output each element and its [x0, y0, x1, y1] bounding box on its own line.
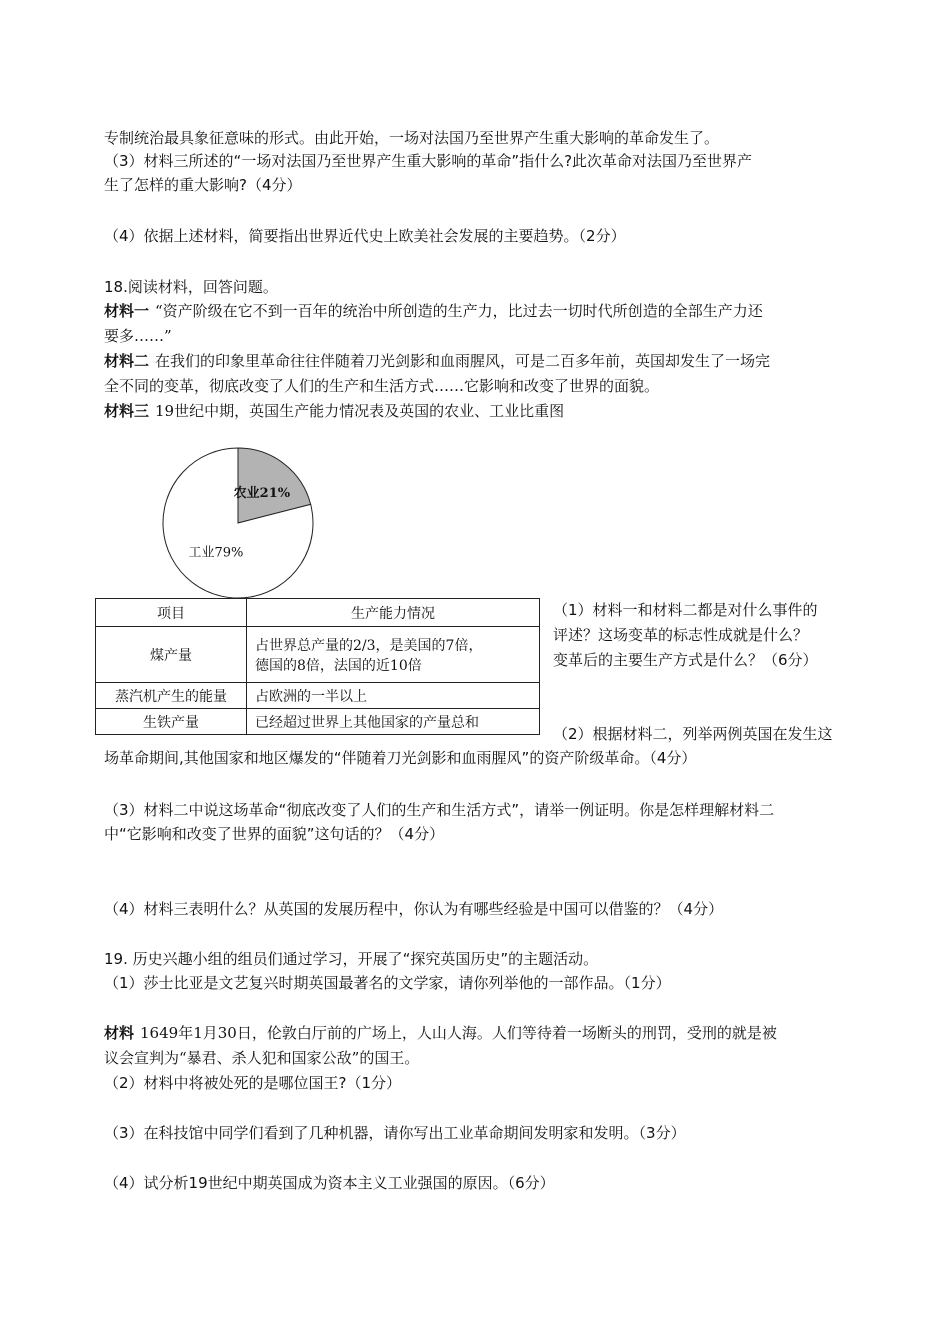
table-cell-item: 煤产量	[96, 627, 247, 683]
table-header-capacity: 生产能力情况	[247, 599, 540, 627]
q19-question-3: （3）在科技馆中同学们看到了几种机器，请你写出工业革命期间发明家和发明。（3分）	[104, 1124, 686, 1142]
table-cell-capacity: 已经超过世界上其他国家的产量总和	[247, 709, 540, 735]
table-header-item: 项目	[96, 599, 247, 627]
material-1-label: 材料一	[104, 302, 150, 320]
table-cell-capacity: 占欧洲的一半以上	[247, 683, 540, 709]
q19-material-text: 1649年1月30日，伦敦白厅前的广场上，人山人海。人们等待着一场断头的刑罚，受刑的就是被	[140, 1024, 777, 1042]
q18-title: 18.阅读材料，回答问题。	[104, 278, 278, 296]
q18-question-3-line1: （3）材料二中说这场革命“彻底改变了人们的生产和生活方式”，请举一例证明。你是怎样理解材料二	[104, 801, 775, 819]
table-row	[96, 627, 540, 683]
material-2-label: 材料二	[104, 352, 150, 370]
material-3-line	[104, 400, 564, 422]
pie-label-0: 农业21%	[233, 486, 291, 502]
material-3-label: 材料三	[104, 402, 150, 420]
q18-question-1-line: 变革后的主要生产方式是什么？（6分）	[553, 651, 818, 669]
material-2-line2: 全不同的变革，彻底改变了人们的生产和生活方式……它影响和改变了世界的面貌。	[104, 377, 660, 395]
material-2-text: 在我们的印象里革命往往伴随着刀光剑影和血雨腥风，可是二百多年前，英国却发生了一场完	[155, 352, 771, 370]
table-row	[96, 709, 540, 735]
q18-question-4: （4）材料三表明什么？从英国的发展历程中，你认为有哪些经验是中国可以借鉴的？（4分）	[104, 900, 724, 918]
production-table	[95, 598, 540, 735]
q18-question-2-line1: （2）根据材料二，列举两例英国在发生这	[553, 725, 833, 743]
table-row	[96, 683, 540, 709]
table-cell-line: 占世界总产量的2/3，是美国的7倍，	[255, 637, 483, 654]
pie-label-1: 工业79%	[188, 545, 244, 561]
q19-material-line2: 议会宣判为“暴君、杀人犯和国家公敌”的国王。	[104, 1049, 420, 1067]
q18-question-3-line2: 中“它影响和改变了世界的面貌”这句话的？（4分）	[104, 825, 445, 843]
material-2-line1	[104, 350, 770, 372]
table-header-row	[96, 599, 540, 627]
material-1-line1	[104, 300, 763, 322]
table-cell-item: 蒸汽机产生的能量	[96, 683, 247, 709]
q18-question-1-line: （1）材料一和材料二都是对什么事件的	[553, 601, 818, 619]
q19-question-4: （4）试分析19世纪中期英国成为资本主义工业强国的原因。（6分）	[104, 1174, 555, 1192]
text-line: 专制统治最具象征意味的形式。由此开始，一场对法国乃至世界产生重大影响的革命发生了。	[104, 129, 720, 147]
q19-intro: 19. 历史兴趣小组的组员们通过学习，开展了“探究英国历史”的主题活动。	[104, 950, 599, 968]
material-3-text: 19世纪中期，英国生产能力情况表及英国的农业、工业比重图	[155, 402, 565, 420]
table-cell-line: 德国的8倍，法国的近10倍	[255, 657, 422, 674]
pie-chart	[160, 445, 316, 601]
q18-question-2-line2: 场革命期间,其他国家和地区爆发的“伴随着刀光剑影和血雨腥风”的资产阶级革命。（4分）	[104, 749, 697, 767]
q18-question-1-line: 评述？这场变革的标志性成就是什么？	[553, 626, 809, 644]
q18-question-1	[553, 598, 853, 673]
table-cell-item: 生铁产量	[96, 709, 247, 735]
material-1-line2: 要多……”	[104, 327, 172, 345]
question-4: （4）依据上述材料，简要指出世界近代史上欧美社会发展的主要趋势。（2分）	[104, 227, 626, 245]
q19-material-line1	[104, 1022, 777, 1044]
question-3-line2: 生了怎样的重大影响?（4分）	[104, 176, 302, 194]
q19-material-label: 材料	[104, 1024, 135, 1042]
q19-question-2: （2）材料中将被处死的是哪位国王?（1分）	[104, 1074, 402, 1092]
q19-question-1: （1）莎士比亚是文艺复兴时期英国最著名的文学家，请你列举他的一部作品。（1分）	[104, 974, 671, 992]
material-1-text: “资产阶级在它不到一百年的统治中所创造的生产力，比过去一切时代所创造的全部生产力还	[155, 302, 763, 320]
question-3-line1: （3）材料三所述的“一场对法国乃至世界产生重大影响的革命”指什么?此次革命对法国乃至世界产	[104, 152, 753, 170]
table-cell-capacity	[247, 627, 540, 683]
